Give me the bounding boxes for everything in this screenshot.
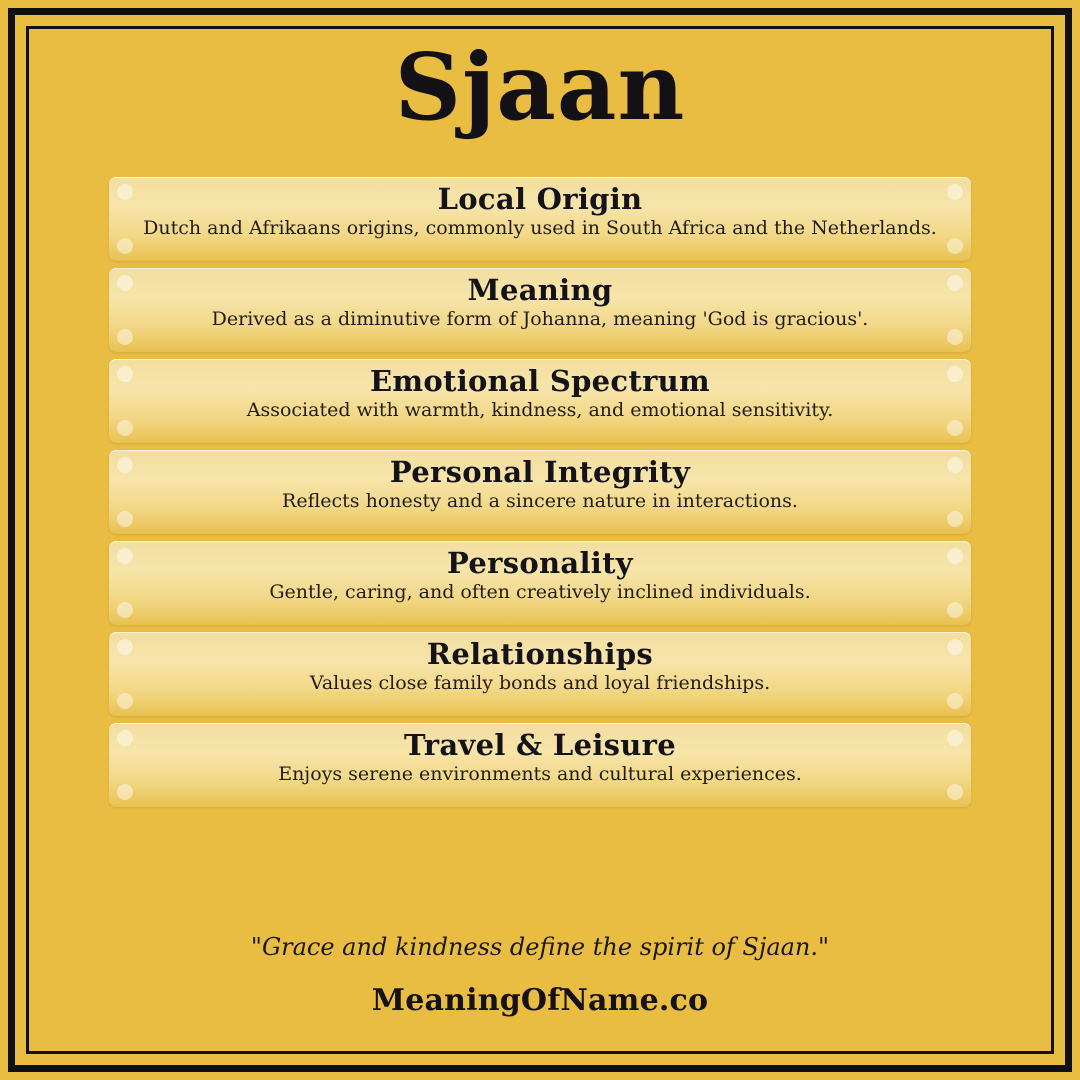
list-item (109, 359, 971, 443)
rivet-icon (947, 366, 963, 382)
rivet-icon (117, 238, 133, 254)
list-item (109, 268, 971, 352)
poster-content (40, 34, 1040, 1040)
rivet-icon (947, 238, 963, 254)
rivet-icon (947, 457, 963, 473)
card-title: Meaning (467, 273, 613, 308)
quote-open-mark: " (250, 933, 262, 961)
rivet-icon (947, 548, 963, 564)
list-item (109, 632, 971, 716)
card-title: Local Origin (437, 182, 643, 217)
tagline-text: Grace and kindness define the spirit of Sjaan. (261, 933, 819, 961)
rivet-icon (947, 420, 963, 436)
page-title: Sjaan (394, 33, 686, 141)
card-description: Associated with warmth, kindness, and emotional sensitivity. (246, 398, 834, 421)
rivet-icon (117, 784, 133, 800)
card-description: Reflects honesty and a sincere nature in interactions. (282, 489, 798, 512)
list-item (109, 541, 971, 625)
rivet-icon (117, 420, 133, 436)
card-title: Emotional Spectrum (369, 364, 711, 399)
rivet-icon (947, 511, 963, 527)
list-item (109, 177, 971, 261)
rivet-icon (947, 730, 963, 746)
rivet-icon (117, 329, 133, 345)
card-title: Relationships (426, 637, 654, 672)
rivet-icon (947, 784, 963, 800)
rivet-icon (947, 275, 963, 291)
rivet-icon (947, 184, 963, 200)
rivet-icon (947, 639, 963, 655)
card-description: Derived as a diminutive form of Johanna, meaning 'God is gracious'. (211, 307, 869, 330)
rivet-icon (947, 693, 963, 709)
rivet-icon (947, 329, 963, 345)
card-description: Gentle, caring, and often creatively inclined individuals. (269, 580, 811, 603)
quote-close-mark: " (818, 933, 830, 961)
card-title: Travel & Leisure (403, 728, 677, 763)
card-description: Dutch and Afrikaans origins, commonly used in South Africa and the Netherlands. (143, 216, 937, 239)
rivet-icon (947, 602, 963, 618)
attribute-card-list (109, 177, 971, 807)
list-item (109, 450, 971, 534)
card-title: Personal Integrity (389, 455, 691, 490)
tagline-quote (40, 933, 1040, 961)
card-description: Enjoys serene environments and cultural experiences. (278, 762, 802, 785)
rivet-icon (117, 602, 133, 618)
brand-name: MeaningOfName.co (371, 983, 709, 1018)
rivet-icon (117, 693, 133, 709)
rivet-icon (117, 511, 133, 527)
list-item (109, 723, 971, 807)
card-description: Values close family bonds and loyal friendships. (309, 671, 771, 694)
card-title: Personality (447, 546, 633, 581)
poster-footer (40, 933, 1040, 1040)
